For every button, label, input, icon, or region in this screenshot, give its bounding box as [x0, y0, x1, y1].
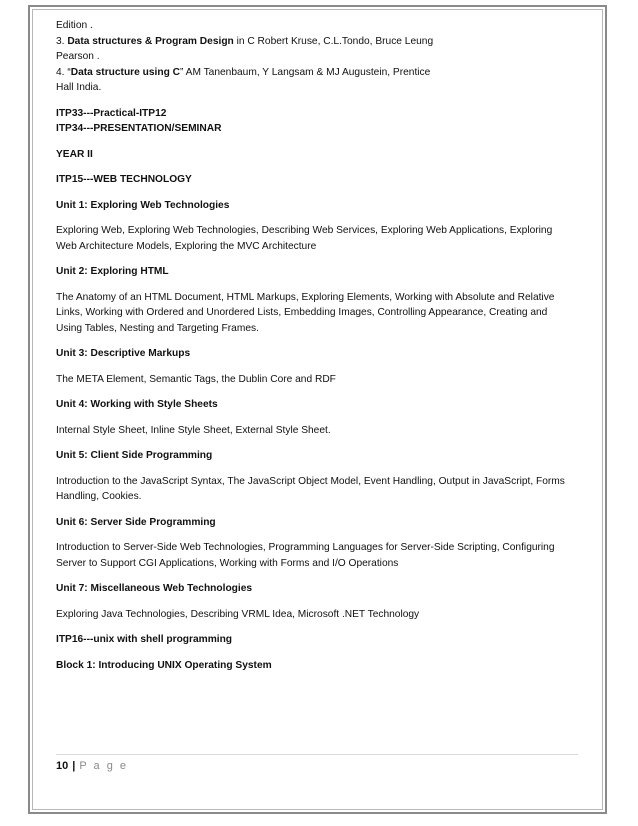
- unit-description-line: The META Element, Semantic Tags, the Dublin Core and RDF: [56, 373, 336, 385]
- unit-section: [56, 397, 586, 448]
- reference-title: Data structures & Program Design: [67, 35, 234, 47]
- unit-description: [56, 372, 586, 388]
- unit-description-line: Exploring Java Technologies, Describing VRML Idea, Microsoft .NET Technology: [56, 608, 420, 620]
- course-heading-itp33: ITP33---Practical-ITP12: [56, 107, 167, 119]
- course-heading-itp34: ITP34---PRESENTATION/SEMINAR: [56, 123, 222, 134]
- unit-section: [56, 448, 586, 515]
- unit-description-line: Exploring Web, Exploring Web Technologies, Describing Web Services, Exploring Web Applications, Exploring: [56, 225, 553, 236]
- unit-title: Unit 6: Server Side Programming: [56, 516, 216, 528]
- unit-description: [56, 290, 586, 337]
- unit-section: [56, 515, 586, 582]
- references: [56, 18, 586, 96]
- unit-title: Unit 2: Exploring HTML: [56, 266, 169, 277]
- reference-line: 4. “Data structure using C” AM Tanenbaum, Y Langsam & MJ Augustein, Prentice: [56, 66, 431, 78]
- unit-section: [56, 581, 586, 632]
- reference-line: 3. Data structures & Program Design in C Robert Kruse, C.L.Tondo, Bruce Leung: [56, 35, 434, 47]
- block-heading: Block 1: Introducing UNIX Operating System: [56, 659, 272, 671]
- unit-title: Unit 1: Exploring Web Technologies: [56, 199, 230, 211]
- footer-separator: |: [72, 760, 76, 772]
- unit-title: Unit 5: Client Side Programming: [56, 450, 213, 461]
- page-footer: [56, 760, 578, 772]
- unit-description: [56, 423, 586, 439]
- unit-description-line: Introduction to the JavaScript Syntax, The JavaScript Object Model, Event Handling, Output in JavaScript, Forms: [56, 475, 565, 487]
- unit-section: [56, 346, 586, 397]
- unit-title: Unit 3: Descriptive Markups: [56, 348, 191, 359]
- reference-line: Pearson .: [56, 51, 100, 62]
- unit-description-line: Links, Working with Ordered and Unordered Lists, Embedding Images, Controlling Appearance, Creating and: [56, 307, 548, 318]
- unit-description: [56, 607, 586, 623]
- unit-description-line: The Anatomy of an HTML Document, HTML Markups, Exploring Elements, Working with Absolute and Relative: [56, 291, 555, 303]
- footer-rule: [56, 754, 578, 755]
- unit-section: [56, 264, 586, 346]
- unit-description-line: Handling, Cookies.: [56, 491, 142, 502]
- year-heading: YEAR II: [56, 148, 93, 160]
- unit-description: [56, 223, 586, 254]
- unit-title: Unit 7: Miscellaneous Web Technologies: [56, 583, 253, 594]
- unit-title: Unit 4: Working with Style Sheets: [56, 399, 218, 410]
- unit-description: [56, 474, 586, 505]
- reference-line: Edition .: [56, 20, 93, 31]
- page-number: 10: [56, 760, 69, 772]
- unit-description: [56, 540, 586, 571]
- page-label: P a g e: [79, 760, 128, 772]
- units-list: [56, 198, 586, 633]
- unit-description-line: Server to Support CGI Applications, Working with Forms and I/O Operations: [56, 557, 399, 569]
- course-heading-itp16: ITP16---unix with shell programming: [56, 634, 233, 645]
- unit-description-line: Introduction to Server-Side Web Technologies, Programming Languages for Server-Side Scripting, Configuring: [56, 542, 555, 553]
- course-heading-itp15: ITP15---WEB TECHNOLOGY: [56, 174, 192, 185]
- unit-section: [56, 198, 586, 265]
- unit-description-line: Using Tables, Nesting and Targeting Frames.: [56, 322, 259, 334]
- reference-line: Hall India.: [56, 82, 102, 93]
- reference-title: Data structure using C: [70, 66, 180, 78]
- unit-description-line: Internal Style Sheet, Inline Style Sheet, External Style Sheet.: [56, 424, 331, 436]
- unit-description-line: Web Architecture Models, Exploring the MVC Architecture: [56, 240, 317, 252]
- document-body: [56, 18, 586, 673]
